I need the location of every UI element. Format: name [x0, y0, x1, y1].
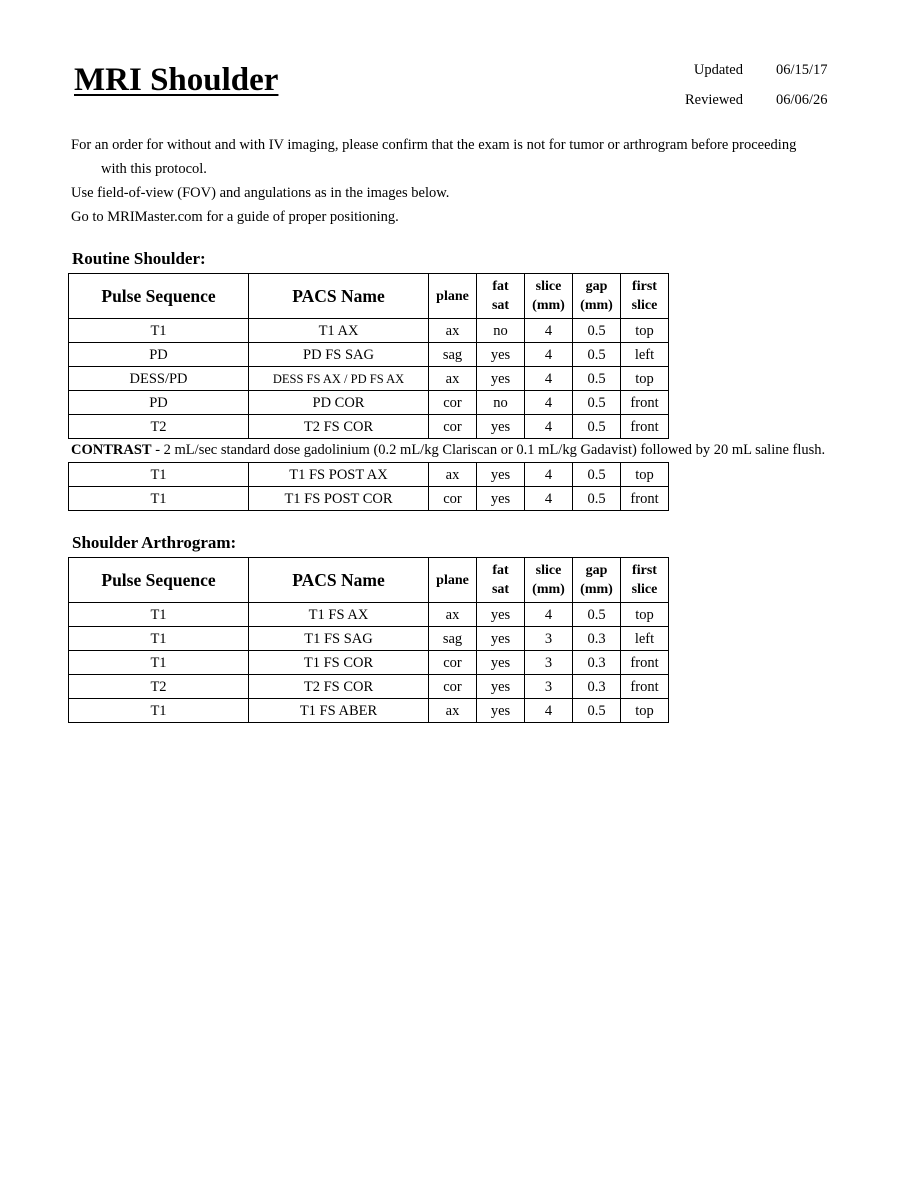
cell-slice-mm: 4	[525, 487, 573, 511]
cell-gap-mm: 0.3	[573, 675, 621, 699]
cell-first-slice: top	[621, 699, 669, 723]
header-pulse-sequence: Pulse Sequence	[69, 558, 249, 603]
cell-gap-mm: 0.5	[573, 391, 621, 415]
cell-pacs-name: PD COR	[249, 391, 429, 415]
cell-first-slice: top	[621, 603, 669, 627]
cell-pacs-name: T2 FS COR	[249, 675, 429, 699]
header-pacs-name: PACS Name	[249, 558, 429, 603]
cell-first-slice: top	[621, 367, 669, 391]
cell-slice-mm: 4	[525, 699, 573, 723]
header-first-slice: first slice	[621, 274, 669, 319]
cell-gap-mm: 0.5	[573, 319, 621, 343]
cell-plane: cor	[429, 651, 477, 675]
updated-label: Updated	[693, 62, 743, 78]
cell-plane: ax	[429, 367, 477, 391]
cell-pulse-sequence: PD	[69, 343, 249, 367]
cell-pulse-sequence: T1	[69, 319, 249, 343]
contrast-note	[71, 443, 825, 458]
page-title: MRI Shoulder	[74, 62, 279, 98]
cell-plane: cor	[429, 487, 477, 511]
table-row	[69, 367, 669, 391]
cell-gap-mm: 0.5	[573, 699, 621, 723]
contrast-label: CONTRAST	[71, 442, 152, 458]
cell-pulse-sequence: T1	[69, 699, 249, 723]
cell-slice-mm: 4	[525, 603, 573, 627]
cell-fat-sat: yes	[477, 675, 525, 699]
table-row	[69, 651, 669, 675]
table-row	[69, 487, 669, 511]
cell-fat-sat: yes	[477, 463, 525, 487]
header-plane: plane	[429, 558, 477, 603]
cell-slice-mm: 3	[525, 675, 573, 699]
cell-plane: cor	[429, 415, 477, 439]
cell-fat-sat: yes	[477, 603, 525, 627]
header-gap-mm: gap (mm)	[573, 274, 621, 319]
header-slice-mm: slice (mm)	[525, 274, 573, 319]
cell-slice-mm: 4	[525, 415, 573, 439]
post-contrast-table	[68, 462, 669, 511]
cell-pacs-name: T1 FS POST AX	[249, 463, 429, 487]
cell-fat-sat: yes	[477, 343, 525, 367]
cell-plane: cor	[429, 391, 477, 415]
routine-section-title: Routine Shoulder:	[72, 249, 206, 268]
arthrogram-table	[68, 557, 669, 723]
cell-first-slice: front	[621, 487, 669, 511]
cell-slice-mm: 4	[525, 367, 573, 391]
cell-plane: sag	[429, 627, 477, 651]
cell-pacs-name: T1 FS COR	[249, 651, 429, 675]
cell-gap-mm: 0.5	[573, 367, 621, 391]
table-row	[69, 391, 669, 415]
header-pulse-sequence: Pulse Sequence	[69, 274, 249, 319]
cell-pulse-sequence: T1	[69, 487, 249, 511]
routine-table	[68, 273, 669, 439]
cell-pacs-name: T1 AX	[249, 319, 429, 343]
cell-plane: sag	[429, 343, 477, 367]
cell-fat-sat: yes	[477, 367, 525, 391]
table-header-row	[69, 558, 669, 603]
cell-pulse-sequence: T1	[69, 603, 249, 627]
header-fat-sat: fat sat	[477, 558, 525, 603]
cell-first-slice: front	[621, 391, 669, 415]
cell-pulse-sequence: PD	[69, 391, 249, 415]
cell-pulse-sequence: T1	[69, 651, 249, 675]
table-header-row	[69, 274, 669, 319]
cell-fat-sat: yes	[477, 699, 525, 723]
cell-gap-mm: 0.5	[573, 603, 621, 627]
table-row	[69, 699, 669, 723]
cell-pacs-name: T1 FS POST COR	[249, 487, 429, 511]
table-row	[69, 627, 669, 651]
table-row	[69, 343, 669, 367]
cell-first-slice: front	[621, 675, 669, 699]
header-gap-mm: gap (mm)	[573, 558, 621, 603]
intro-instructions	[71, 133, 871, 229]
intro-line-1: For an order for without and with IV imaging, please confirm that the exam is not for tumor or arthrogram before proceeding	[71, 137, 797, 153]
cell-fat-sat: yes	[477, 415, 525, 439]
cell-slice-mm: 4	[525, 319, 573, 343]
cell-pacs-name: DESS FS AX / PD FS AX	[249, 367, 429, 391]
cell-first-slice: front	[621, 651, 669, 675]
arthrogram-section-title: Shoulder Arthrogram:	[72, 533, 237, 552]
cell-slice-mm: 4	[525, 343, 573, 367]
cell-gap-mm: 0.3	[573, 627, 621, 651]
table-row	[69, 319, 669, 343]
cell-slice-mm: 3	[525, 651, 573, 675]
header-plane: plane	[429, 274, 477, 319]
intro-line-3: Go to MRIMaster.com for a guide of proper positioning.	[71, 209, 399, 225]
cell-gap-mm: 0.5	[573, 415, 621, 439]
table-row	[69, 463, 669, 487]
cell-gap-mm: 0.3	[573, 651, 621, 675]
cell-pulse-sequence: DESS/PD	[69, 367, 249, 391]
cell-fat-sat: yes	[477, 627, 525, 651]
cell-slice-mm: 4	[525, 463, 573, 487]
header-first-slice: first slice	[621, 558, 669, 603]
table-row	[69, 675, 669, 699]
cell-fat-sat: yes	[477, 487, 525, 511]
cell-plane: ax	[429, 463, 477, 487]
cell-first-slice: top	[621, 319, 669, 343]
table-row	[69, 415, 669, 439]
cell-fat-sat: no	[477, 391, 525, 415]
cell-first-slice: front	[621, 415, 669, 439]
cell-pacs-name: T2 FS COR	[249, 415, 429, 439]
cell-plane: ax	[429, 319, 477, 343]
cell-pulse-sequence: T1	[69, 463, 249, 487]
cell-pulse-sequence: T1	[69, 627, 249, 651]
header-pacs-name: PACS Name	[249, 274, 429, 319]
reviewed-label: Reviewed	[685, 92, 743, 108]
cell-pulse-sequence: T2	[69, 675, 249, 699]
intro-line-1-continued: with this protocol.	[101, 161, 207, 177]
cell-first-slice: top	[621, 463, 669, 487]
cell-gap-mm: 0.5	[573, 343, 621, 367]
header-fat-sat: fat sat	[477, 274, 525, 319]
updated-date: 06/15/17	[776, 62, 828, 78]
cell-slice-mm: 4	[525, 391, 573, 415]
cell-plane: ax	[429, 603, 477, 627]
table-row	[69, 603, 669, 627]
cell-pacs-name: T1 FS ABER	[249, 699, 429, 723]
reviewed-date: 06/06/26	[776, 92, 828, 108]
cell-pacs-name: T1 FS SAG	[249, 627, 429, 651]
cell-gap-mm: 0.5	[573, 487, 621, 511]
cell-pacs-name: T1 FS AX	[249, 603, 429, 627]
cell-first-slice: left	[621, 343, 669, 367]
intro-line-2: Use field-of-view (FOV) and angulations as in the images below.	[71, 185, 450, 201]
cell-plane: ax	[429, 699, 477, 723]
cell-plane: cor	[429, 675, 477, 699]
cell-pulse-sequence: T2	[69, 415, 249, 439]
cell-fat-sat: yes	[477, 651, 525, 675]
cell-slice-mm: 3	[525, 627, 573, 651]
header-slice-mm: slice (mm)	[525, 558, 573, 603]
cell-fat-sat: no	[477, 319, 525, 343]
cell-pacs-name: PD FS SAG	[249, 343, 429, 367]
cell-first-slice: left	[621, 627, 669, 651]
cell-gap-mm: 0.5	[573, 463, 621, 487]
contrast-text: - 2 mL/sec standard dose gadolinium (0.2 mL/kg Clariscan or 0.1 mL/kg Gadavist) followed by 20 mL saline flush.	[151, 442, 826, 458]
